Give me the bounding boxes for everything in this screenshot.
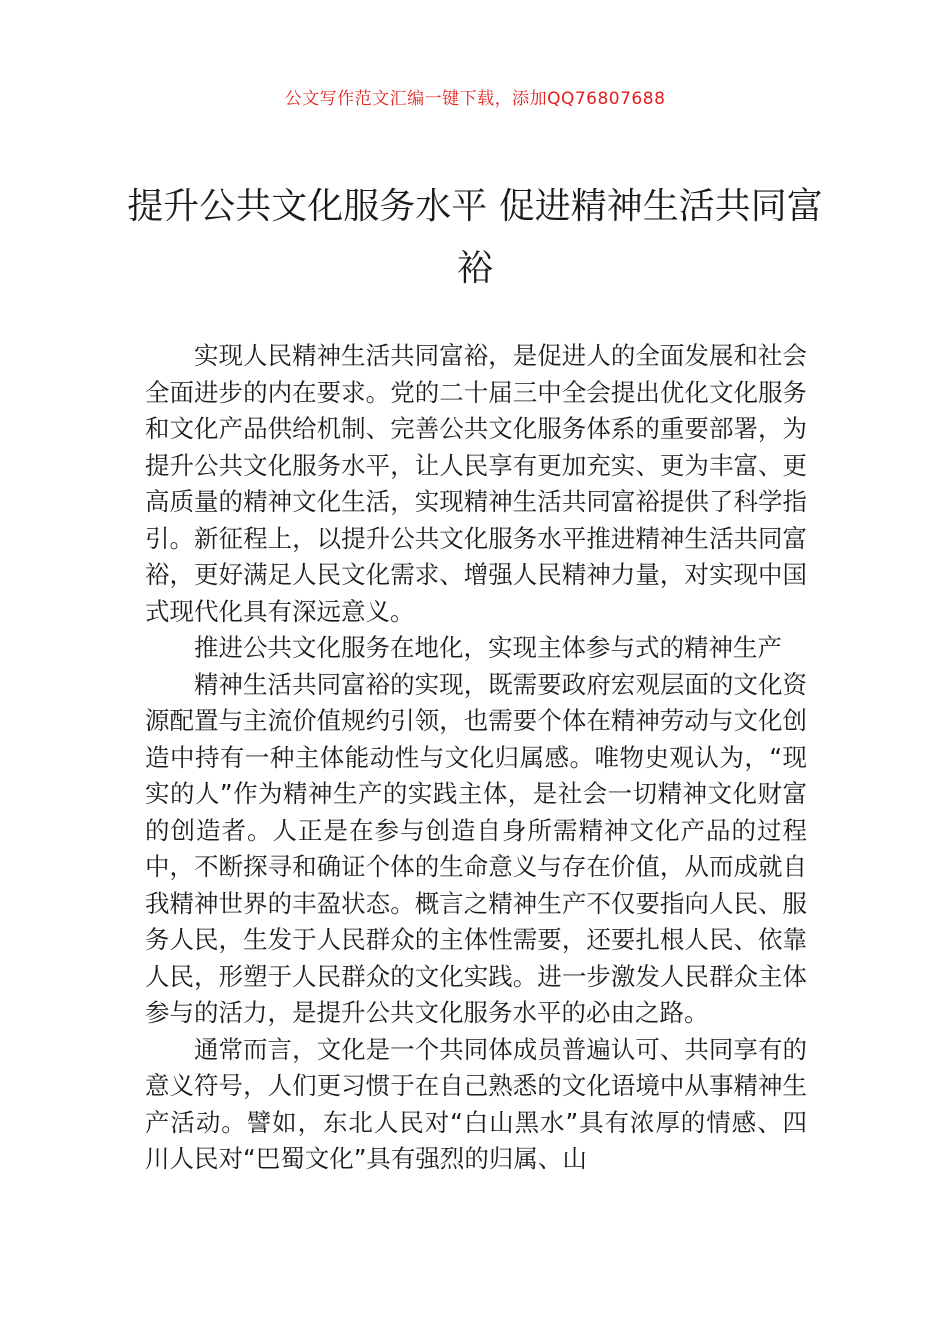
document-body bbox=[145, 338, 807, 1178]
download-notice: 公文写作范文汇编一键下载，添加QQ76807688 bbox=[284, 89, 666, 109]
paragraph-body: 通常而言，文化是一个共同体成员普遍认可、共同享有的意义符号，人们更习惯于在自己熟悉的文化语境中从事精神生产活动。譬如，东北人民对“白山黑水”具有浓厚的情感、四川人民对“巴蜀文化”具有强烈的归属、山 bbox=[145, 1034, 807, 1173]
document-title: 提升公共文化服务水平 促进精神生活共同富裕 bbox=[127, 186, 823, 289]
paragraph-body: 精神生活共同富裕的实现，既需要政府宏观层面的文化资源配置与主流价值规约引领，也需要个体在精神劳动与文化创造中持有一种主体能动性与文化归属感。唯物史观认为，“现实的人”作为精神生产的实践主体，是社会一切精神文化财富的创造者。人正是在参与创造自身所需精神文化产品的过程中，不断探寻和确证个体的生命意义与存在价值，从而成就自我精神世界的丰盈状态。概言之精神生产不仅要指向人民、服务人民，生发于人民群众的主体性需要，还要扎根人民、依靠人民，形塑于人民群众的文化实践。进一步激发人民群众主体参与的活力，是提升公共文化服务水平的必由之路。 bbox=[145, 669, 807, 1027]
paragraph-intro: 实现人民精神生活共同富裕，是促进人的全面发展和社会全面进步的内在要求。党的二十届三中全会提出优化文化服务和文化产品供给机制、完善公共文化服务体系的重要部署，为提升公共文化服务水平，让人民享有更加充实、更为丰富、更高质量的精神文化生活，实现精神生活共同富裕提供了科学指引。新征程上，以提升公共文化服务水平推进精神生活共同富裕，更好满足人民文化需求、增强人民精神力量，对实现中国式现代化具有深远意义。 bbox=[145, 341, 807, 626]
section-heading: 推进公共文化服务在地化，实现主体参与式的精神生产 bbox=[194, 633, 782, 662]
